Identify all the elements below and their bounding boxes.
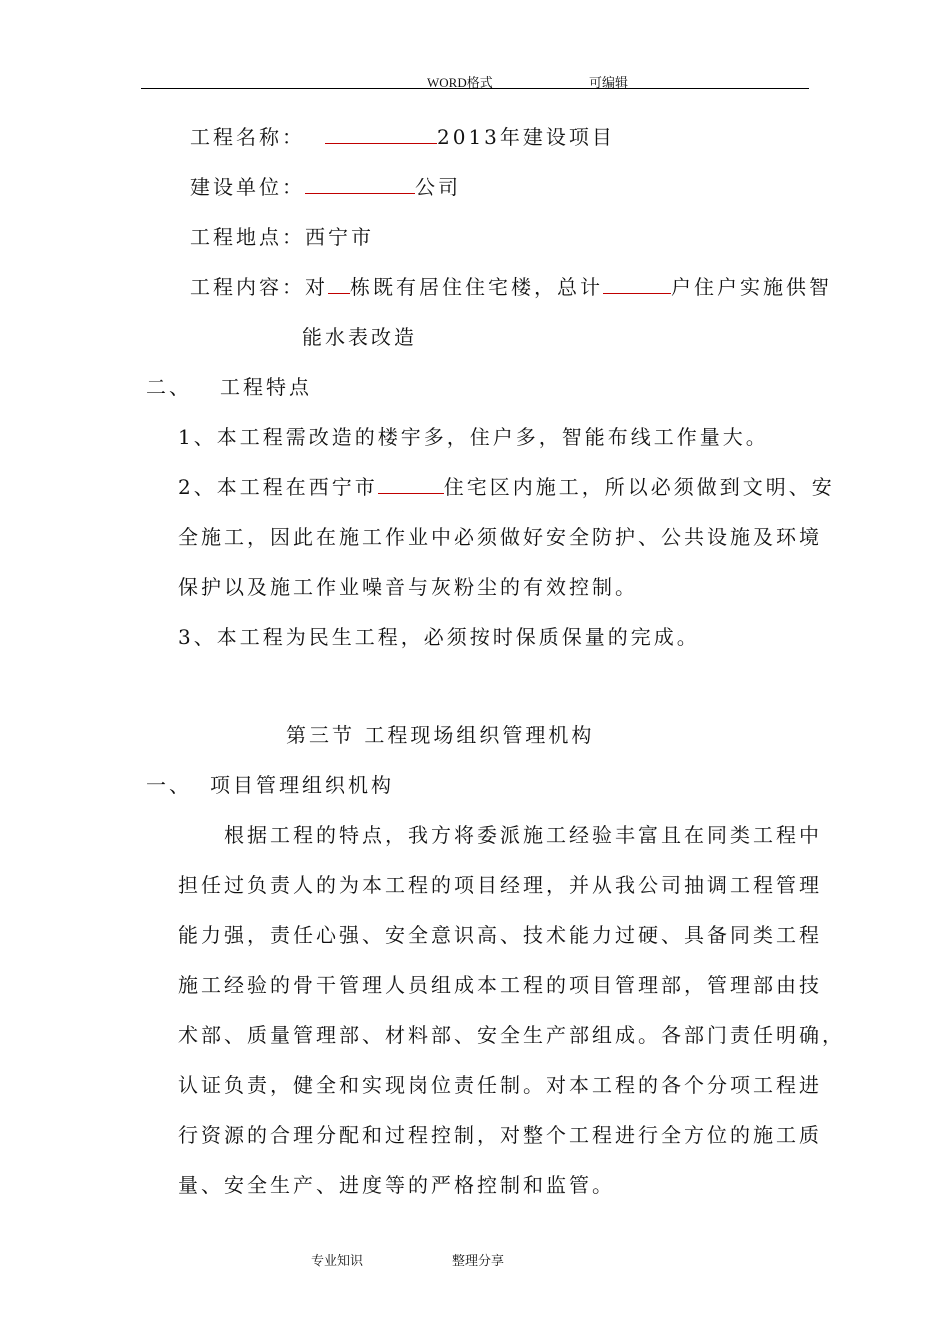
- content-label: 工程内容：: [190, 275, 305, 299]
- building-count-blank: [328, 275, 350, 294]
- paragraph-line: 担任过负责人的为本工程的项目经理，并从我公司抽调工程管理: [178, 873, 822, 897]
- construction-unit-value: 公司: [415, 175, 461, 199]
- project-name-value: 2013年建设项目: [437, 125, 615, 149]
- section2-item2-line1: [178, 474, 835, 500]
- section2-item2-line3: 保护以及施工作业噪音与灰粉尘的有效控制。: [178, 575, 638, 599]
- section2-item3: 3、本工程为民生工程，必须按时保质保量的完成。: [178, 625, 700, 649]
- section2-title: 工程特点: [220, 375, 312, 399]
- footer-right-text: 整理分享: [452, 1254, 505, 1269]
- content-line2: 能水表改造: [302, 325, 417, 349]
- paragraph-line: 认证负责，健全和实现岗位责任制。对本工程的各个分项工程进: [178, 1073, 822, 1097]
- section2-item2-line2: 全施工，因此在施工作业中必须做好安全防护、公共设施及环境: [178, 525, 822, 549]
- header-left-text: WORD格式: [427, 75, 493, 90]
- section2-number: 二、: [146, 375, 192, 399]
- construction-unit-line: [190, 174, 461, 200]
- construction-unit-label: 建设单位：: [190, 175, 305, 199]
- section3-sub-heading: [146, 772, 394, 798]
- project-name-line: [190, 124, 615, 150]
- content-part2: 栋既有居住住宅楼，总计: [350, 275, 603, 299]
- location-line: [190, 224, 374, 250]
- section2-item2-part2: 住宅区内施工，所以必须做到文明、安: [443, 475, 835, 499]
- content-part3: 户住户实施供智: [671, 275, 832, 299]
- construction-unit-blank: [305, 175, 415, 194]
- section2-item1: 1、本工程需改造的楼宇多，住户多，智能布线工作量大。: [178, 425, 769, 449]
- paragraph-line: 行资源的合理分配和过程控制，对整个工程进行全方位的施工质: [178, 1123, 822, 1147]
- paragraph-line: 量、安全生产、进度等的严格控制和监管。: [178, 1173, 615, 1197]
- section2-item2-part1: 2、本工程在西宁市: [178, 475, 378, 499]
- paragraph-line: 术部、质量管理部、材料部、安全生产部组成。各部门责任明确，: [178, 1023, 845, 1047]
- project-name-label: 工程名称：: [190, 125, 305, 149]
- location-value: 西宁市: [305, 225, 374, 249]
- section3-heading: 第三节 工程现场组织管理机构: [286, 723, 595, 747]
- paragraph-line: 能力强，责任心强、安全意识高、技术能力过硬、具备同类工程: [178, 923, 822, 947]
- paragraph-line: 施工经验的骨干管理人员组成本工程的项目管理部，管理部由技: [178, 973, 822, 997]
- household-count-blank: [603, 275, 671, 294]
- location-label: 工程地点：: [190, 225, 305, 249]
- footer-left-text: 专业知识: [311, 1254, 364, 1269]
- paragraph-line: 根据工程的特点，我方将委派施工经验丰富且在同类工程中: [224, 823, 822, 847]
- header-right-text: 可编辑: [589, 75, 629, 90]
- header-rule: [141, 88, 809, 89]
- project-name-blank: [325, 125, 437, 144]
- content-part1: 对: [305, 275, 328, 299]
- section3-sub-number: 一、: [146, 773, 192, 797]
- content-line: [190, 274, 832, 300]
- section2-heading: [146, 374, 312, 400]
- residential-area-blank: [378, 475, 444, 494]
- section3-sub-title: 项目管理组织机构: [210, 773, 394, 797]
